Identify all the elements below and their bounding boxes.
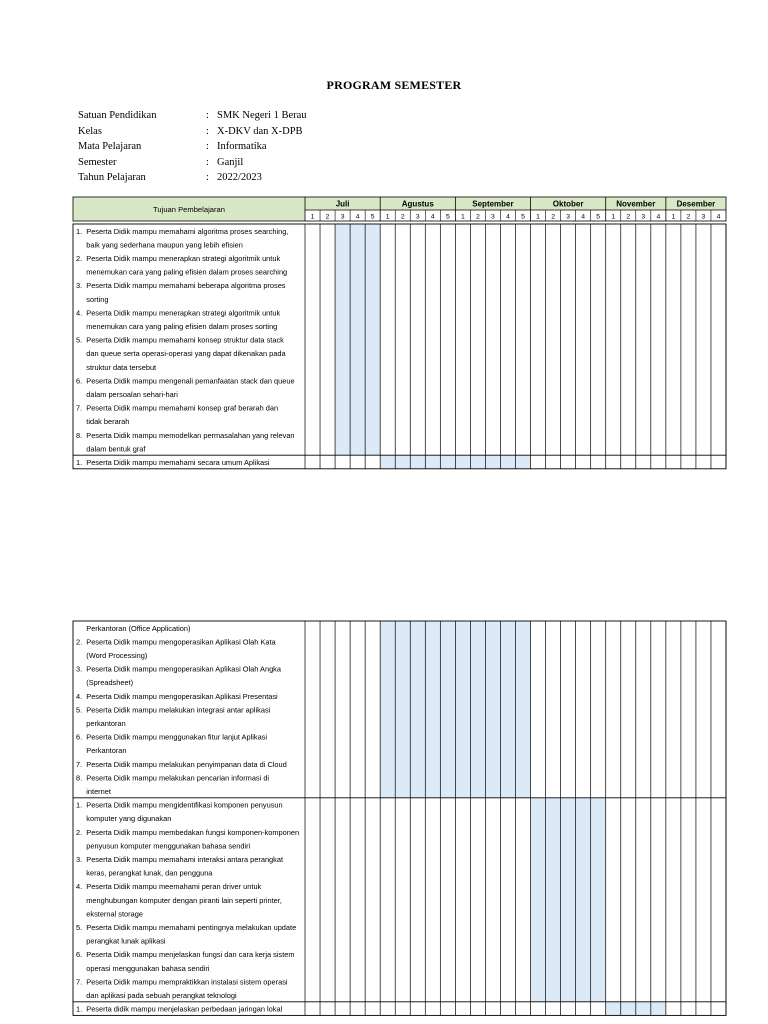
objective-text: 5. Peserta Didik mampu melakukan integrasi antar aplikasi	[76, 705, 271, 715]
objective-text: 2. Peserta Didik mampu membedakan fungsi komponen-komponen	[76, 827, 300, 837]
objective-text: komputer yang digunakan	[76, 814, 172, 824]
objective-text: tidak berarah	[76, 417, 130, 427]
week-label: 2	[551, 213, 555, 221]
objective-text: (Word Processing)	[76, 651, 148, 660]
info-value: SMK Negeri 1 Berau	[217, 110, 307, 121]
objective-text: eksternal storage	[76, 909, 143, 919]
info-label: Tahun Pelajaran	[78, 172, 146, 184]
week-label: 1	[460, 213, 465, 221]
objective-text: 1. Peserta Didik mampu memahami secara umum Aplikasi	[76, 458, 270, 467]
week-label: 1	[385, 213, 390, 221]
objective-text: 8. Peserta Didik mampu memodelkan permasalahan yang relevan	[76, 430, 295, 440]
objective-text: dalam bentuk graf	[76, 444, 146, 454]
schedule-highlight	[531, 798, 606, 1002]
objective-text: 3. Peserta Didik mampu memahami beberapa algoritma proses	[76, 281, 286, 291]
week-label: 3	[340, 213, 345, 221]
week-label: 4	[581, 213, 586, 221]
objective-text: menghubungan komputer dengan piranti lain seperti printer,	[76, 895, 282, 905]
info-separator: :	[206, 141, 209, 153]
objective-text: 7. Peserta Didik mampu mempraktikkan instalasi sistem operasi	[76, 977, 288, 987]
objective-text: (Spreadsheet)	[76, 678, 134, 688]
objective-text: 4. Peserta Didik mampu menerapkan strategi algoritmik untuk	[76, 308, 281, 318]
week-label: 4	[355, 213, 360, 221]
objective-text: internet	[76, 787, 111, 796]
objective-text: 6. Peserta Didik mampu menjelaskan fungsi dan cara kerja sistem	[76, 950, 295, 960]
objective-text: menemukan cara yang paling efisien dalam proses sorting	[76, 322, 278, 331]
objective-text: 2. Peserta Didik mampu menerapkan strategi algoritmik untuk	[76, 254, 281, 263]
week-label: 1	[671, 213, 676, 221]
week-label: 4	[716, 213, 721, 221]
week-label: 3	[701, 213, 706, 221]
objective-text: 7. Peserta Didik mampu memahami konsep graf berarah dan	[76, 403, 279, 413]
objective-text: menemukan cara yang paling efisien dalam proses searching	[76, 267, 288, 277]
info-value: 2022/2023	[217, 172, 262, 184]
objective-text: operasi menggunakan bahasa sendiri	[76, 963, 210, 973]
month-label: November	[616, 199, 656, 209]
month-label: Oktober	[552, 199, 584, 209]
info-separator: :	[206, 156, 209, 168]
objective-text: 8. Peserta Didik mampu melakukan pencarian informasi di	[76, 773, 270, 783]
week-label: 3	[641, 213, 646, 221]
objective-text: 1. Peserta didik mampu menjelaskan perbedaan jaringan lokal	[76, 1004, 283, 1014]
objective-text: 1. Peserta Didik mampu mengidentifikasi komponen penyusun	[76, 800, 283, 810]
week-label: 4	[656, 213, 661, 221]
objective-text: 3. Peserta Didik mampu memahami interaksi antara perangkat	[76, 855, 284, 864]
week-label: 5	[445, 213, 450, 221]
info-label: Semester	[78, 156, 117, 168]
objective-text: baik yang sederhana maupun yang lebih efisien	[76, 240, 243, 250]
info-separator: :	[206, 110, 209, 121]
objective-text: keras, perangkat lunak, dan pengguna	[76, 868, 213, 878]
week-label: 1	[611, 213, 616, 221]
week-label: 2	[400, 213, 405, 221]
objective-text: Perkantoran	[76, 746, 127, 756]
week-label: 2	[626, 213, 631, 221]
info-separator: :	[206, 172, 209, 184]
week-label: 3	[415, 213, 420, 221]
objective-text: perangkat lunak aplikasi	[76, 936, 166, 946]
schedule-highlight	[335, 224, 380, 455]
month-label: Desember	[676, 199, 716, 209]
week-label: 5	[521, 213, 525, 221]
week-label: 3	[566, 213, 571, 221]
header-objective: Tujuan Pembelajaran	[153, 205, 225, 214]
objective-text: penyusun komputer menggunakan bahasa sendiri	[76, 841, 251, 851]
week-label: 1	[310, 213, 315, 221]
info-label: Satuan Pendidikan	[78, 110, 157, 121]
page-title: PROGRAM SEMESTER	[326, 78, 462, 92]
objective-text: dan queue serta operasi-operasi yang dapat dikenakan pada	[76, 349, 286, 359]
objective-text: 7. Peserta Didik mampu melakukan penyimpanan data di Cloud	[76, 759, 287, 769]
month-label: Agustus	[401, 199, 434, 209]
month-label: Juli	[335, 199, 350, 209]
objective-text: 3. Peserta Didik mampu mengoperasikan Aplikasi Olah Angka	[76, 664, 281, 674]
objective-text: 6. Peserta Didik mampu menggunakan fitur lanjut Aplikasi	[76, 732, 268, 742]
objective-text: 6. Peserta Didik mampu mengenali pemanfaatan stack dan queue	[76, 376, 295, 386]
objective-text: 1. Peserta Didik mampu memahami algoritma proses searching,	[76, 226, 289, 236]
month-label: September	[472, 199, 514, 209]
week-label: 5	[370, 213, 375, 221]
week-label: 2	[686, 213, 691, 221]
week-label: 4	[506, 213, 510, 221]
info-label: Mata Pelajaran	[78, 141, 142, 153]
objective-text: 4. Peserta Didik mampu mengoperasikan Aplikasi Presentasi	[76, 691, 278, 701]
objective-text: 4. Peserta Didik mampu meemahami peran driver untuk	[76, 882, 262, 892]
objective-text: 5. Peserta Didik mampu memahami pentingnya melakukan update	[76, 923, 297, 932]
week-label: 3	[491, 213, 495, 221]
objective-text: sorting	[76, 294, 109, 304]
objective-text: dalam persoalan sehari-hari	[76, 390, 178, 399]
objective-text: 5. Peserta Didik mampu memahami konsep struktur data stack	[76, 335, 284, 345]
objective-text: dan aplikasi pada sebuah perangkat teknologi	[76, 991, 237, 1000]
week-label: 5	[596, 213, 601, 221]
info-value: Informatika	[217, 141, 267, 153]
info-separator: :	[206, 125, 209, 137]
objective-text: 2. Peserta Didik mampu mengoperasikan Aplikasi Olah Kata	[76, 637, 276, 647]
info-label: Kelas	[78, 125, 102, 137]
info-value: X-DKV dan X-DPB	[217, 125, 303, 137]
objective-text: Perkantoran (Office Application)	[76, 623, 191, 633]
objective-text: struktur data tersebut	[76, 362, 157, 372]
week-label: 2	[325, 213, 330, 221]
week-label: 4	[430, 213, 435, 221]
objective-text: perkantoran	[76, 719, 126, 728]
week-label: 2	[476, 213, 480, 221]
info-value: Ganjil	[217, 156, 244, 168]
week-label: 1	[536, 213, 540, 221]
